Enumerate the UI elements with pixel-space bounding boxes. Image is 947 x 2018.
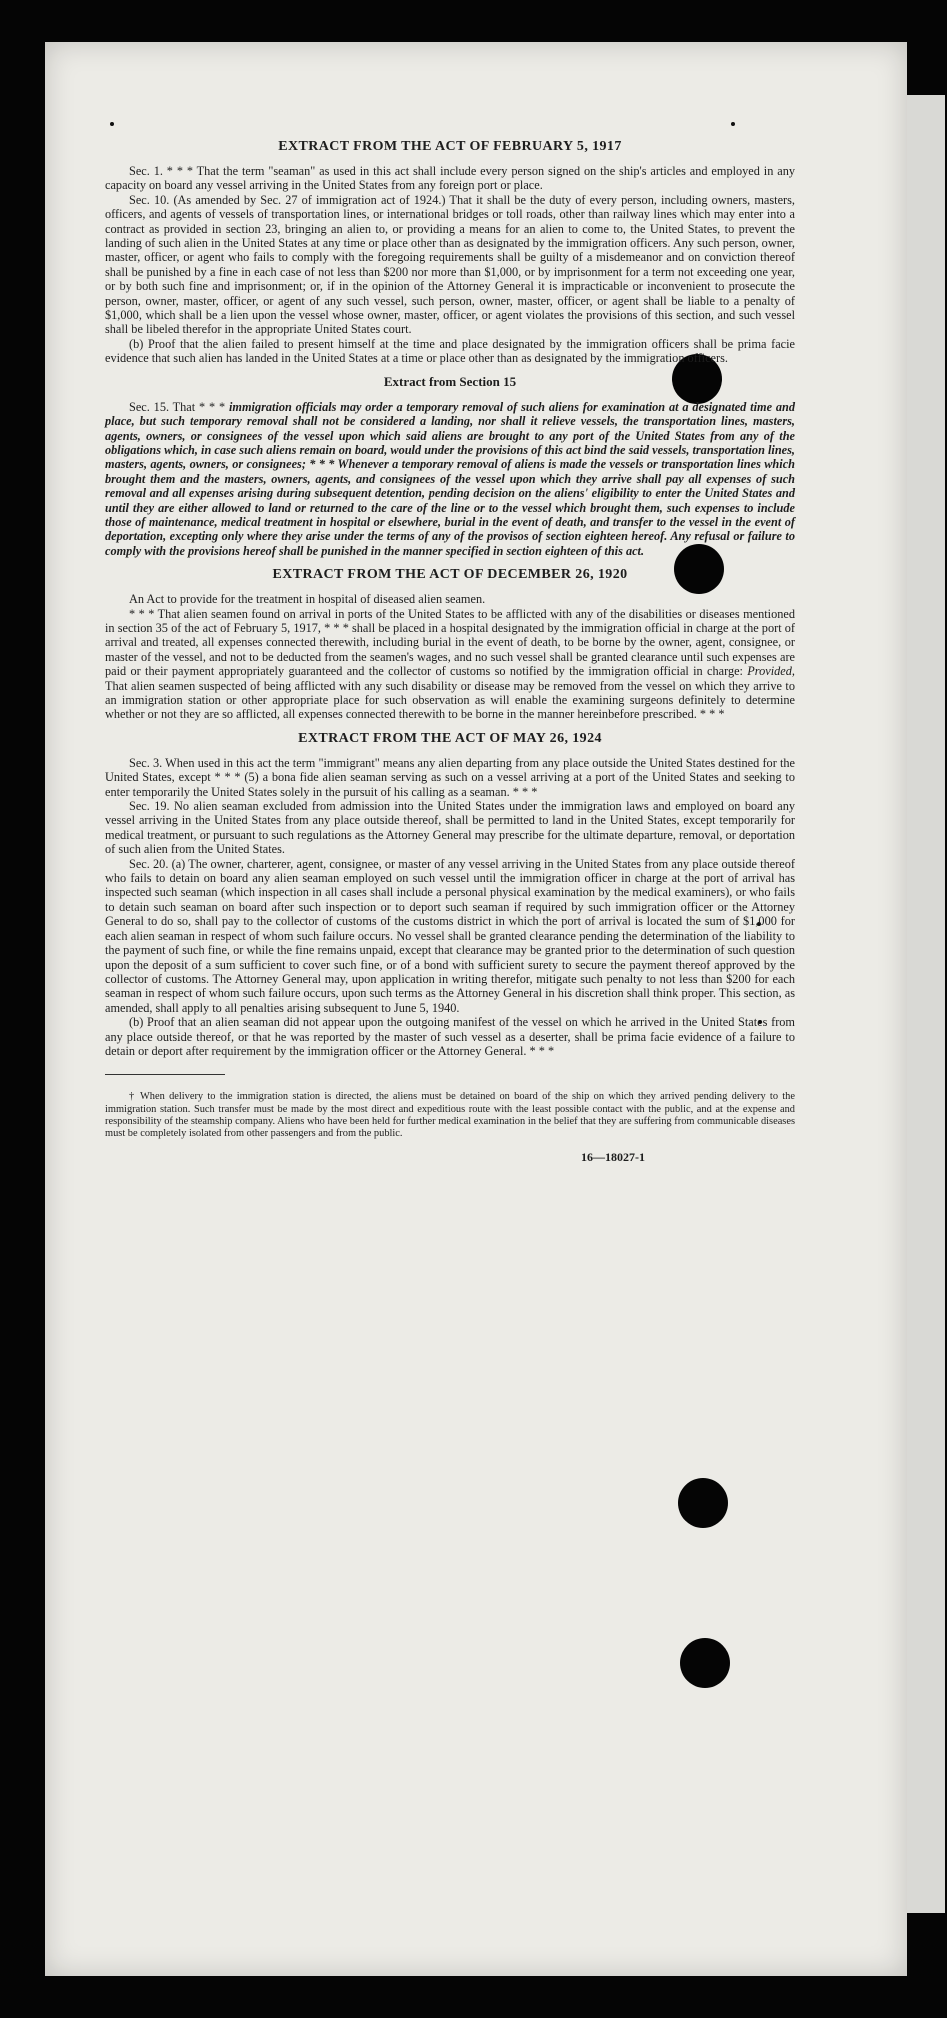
paragraph-sec-20-a: Sec. 20. (a) The owner, charterer, agent, consignee, or master of any vessel arriving in the United States from any place outside thereof who fails to detain on board any alien seaman employed on such vessel until the immigration officer in charge at the port of arrival has inspected such seaman (which inspection in all cases shall include a personal physical examination by the medical examiners), or who fails to detain such seaman on board after such inspection or to deport such seaman if required by such immigration officer or the Attorney General to do so, shall pay to the collector of customs of the customs district in which the port of arrival is located the sum of $1,000 for each alien seaman in respect of whom such failure occurs. No vessel shall be granted clearance pending the determination of the liability to the payment of such fine, or while the fine remains unpaid, except that clearance may be granted prior to the determination of such question upon the deposit of a sum sufficient to cover such fine, or of a bond with sufficient surety to secure the payment thereof approved by the collector of customs. The Attorney General may, upon application in writing therefor, mitigate such penalty to not less than $200 for each seaman in respect of whom such failure occurs, upon such terms as the Attorney General in his discretion shall think proper. This section, as amended, shall apply to all penalties arising subsequent to June 5, 1940. (105, 856, 795, 1015)
paragraph-sec-15 (105, 400, 795, 558)
paragraph-sec-10-b: (b) Proof that the alien failed to present himself at the time and place designated by the immigration officers shall be prima facie evidence that such alien has landed in the United States at a time or place other than as designated by the immigration officers. (105, 336, 795, 366)
page-edge-strip (907, 95, 945, 1913)
body-part-b: That alien seamen suspected of being afflicted with any such disability or disease may be removed from the vessel on which they arrive to an immigration station or other appropriate place for such observation as will enable the examining surgeons definitely to determine whether or not they are so afflicted, all expenses connected therewith to be borne in the manner hereinbefore prescribed. * * * (105, 678, 795, 722)
paragraph-sec-10: Sec. 10. (As amended by Sec. 27 of immigration act of 1924.) That it shall be the duty of every person, including owners, masters, officers, and agents of vessels of transportation lines, or international bridges or toll roads, other than railway lines which may enter into a contract as provided in section 23, bringing an alien to, or providing a means for an alien to come to, the United States, to prevent the landing of such alien in the United States at any time or place other than as designated by the immigration officers. Any such person, owner, master, officer, or agent who fails to comply with the foregoing requirements shall be guilty of a misdemeanor and on conviction thereof shall be punished by a fine in each case of not less than $200 nor more than $1,000, or by imprisonment for a term not exceeding one year, or by both such fine and imprisonment; or, if in the opinion of the Attorney General it is impracticable or inconvenient to prosecute the person, owner, master, officer, or agent of any such vessel, such person, owner, master, officer, or agent shall be liable to a penalty of $1,000, which shall be a lien upon the vessel whose owner, master, officer, or agent violates the provisions of this section, and such vessel shall be libeled therefor in the appropriate United States court. (105, 192, 795, 337)
paragraph-sec-3: Sec. 3. When used in this act the term "immigrant" means any alien departing from any place outside the United States destined for the United States, except * * * (5) a bona fide alien seaman serving as such on a vessel arriving at a port of the United States and seeking to enter temporarily the United States solely in the pursuit of his calling as a seaman. * * * (105, 755, 795, 799)
section-heading-1920: EXTRACT FROM THE ACT OF DECEMBER 26, 1920 (272, 567, 628, 583)
sec-15-italic-text: immigration officials may order a temporary removal of such aliens for examination at a designated time and place, but such temporary removal shall not be considered a landing, nor shall it relieve vessels, the transportation lines, masters, agents, owners, or consignees of the vessel upon which said aliens are brought to any port of the United States from any of the obligations which, in case such aliens remain on board, would under the provisions of this act bind the said vessels, transportation lines, masters, agents, owners, or consignees; * * * Whenever a temporary removal of aliens is made the vessels or transportation lines which brought them and the masters, owners, agents, and consignees of the vessel upon which they arrive shall pay all expenses of such removal and all expenses arising during subsequent detention, pending decision on the aliens' eligibility to enter the United States and until they are either allowed to land or returned to the care of the line or to the vessel which brought them, such expenses to include those of maintenance, medical treatment in hospital or elsewhere, burial in the event of death, and transfer to the vessel in the event of deportation, excepting only where they arise under the terms of any of the provisos of section eighteen hereof. Any refusal or failure to comply with the provisions hereof shall be punished in the manner specified in section eighteen of this act. (105, 399, 795, 558)
paragraph-sec-20-b: (b) Proof that an alien seaman did not appear upon the outgoing manifest of the vessel on which he arrived in the United States from any place outside thereof, or that he was reported by the master of such vessel as a deserter, shall be prima facie evidence of a failure to detain or deport after requirement by the immigration officer or the Attorney General. * * * (105, 1015, 795, 1058)
sec-15-lead: Sec. 15. That * * * (129, 399, 229, 414)
paragraph-1920-body (105, 607, 795, 722)
punch-hole (680, 1638, 730, 1688)
section-heading-sec-15: Extract from Section 15 (383, 373, 517, 389)
footnote-rule (105, 1074, 225, 1075)
speck (110, 122, 114, 126)
paragraph-sec-19: Sec. 19. No alien seaman excluded from admission into the United States under the immigration laws and employed on board any vessel arriving in the United States from any place outside thereof, shall be permitted to land in the United States, except temporarily for medical treatment, or pursuant to such regulations as the Attorney General may prescribe for the ultimate departure, removal, or deportation of such alien from the United States. (105, 799, 795, 857)
body-part-a: * * * That alien seamen found on arrival in ports of the United States to be afflicted with any of the disabilities or diseases mentioned in section 35 of the act of February 5, 1917, * * * shall be placed in a hospital designated by the immigration official in charge at the port of arrival and treated, all expenses connected therewith, including burial in the event of death, to be borne by the owner, agent, consignee, or master of the vessel, and not to be deducted from the seamen's wages, and no such vessel shall be granted clearance until such expenses are paid or their payment appropriately guaranteed and the collector of customs so notified by the immigration official in charge: (105, 606, 795, 679)
punch-hole (678, 1478, 728, 1528)
section-heading-1917: EXTRACT FROM THE ACT OF FEBRUARY 5, 1917 (278, 139, 622, 154)
document-text (105, 138, 795, 1165)
speck (731, 122, 735, 126)
paragraph-1920-title: An Act to provide for the treatment in hospital of diseased alien seamen. (129, 592, 486, 607)
document-number: 16—18027-1 (581, 1150, 645, 1165)
footnote: † When delivery to the immigration station is directed, the aliens must be detained on board of the ship on which they arrived pending delivery to the immigration station. Such transfer must be made by the most direct and expeditious route with the least possible contact with the public, and at the expense and responsibility of the steamship company. Aliens who have been held for further medical examination in the belief that they are suffering from communicable diseases must be completely isolated from other passengers and from the public. (105, 1091, 795, 1139)
provided-word: Provided, (747, 664, 795, 679)
section-heading-1924: EXTRACT FROM THE ACT OF MAY 26, 1924 (298, 730, 602, 746)
paragraph-sec-1: Sec. 1. * * * That the term "seaman" as used in this act shall include every person signed on the ship's articles and employed in any capacity on board any vessel arriving in the United States from any foreign port or place. (105, 164, 795, 193)
